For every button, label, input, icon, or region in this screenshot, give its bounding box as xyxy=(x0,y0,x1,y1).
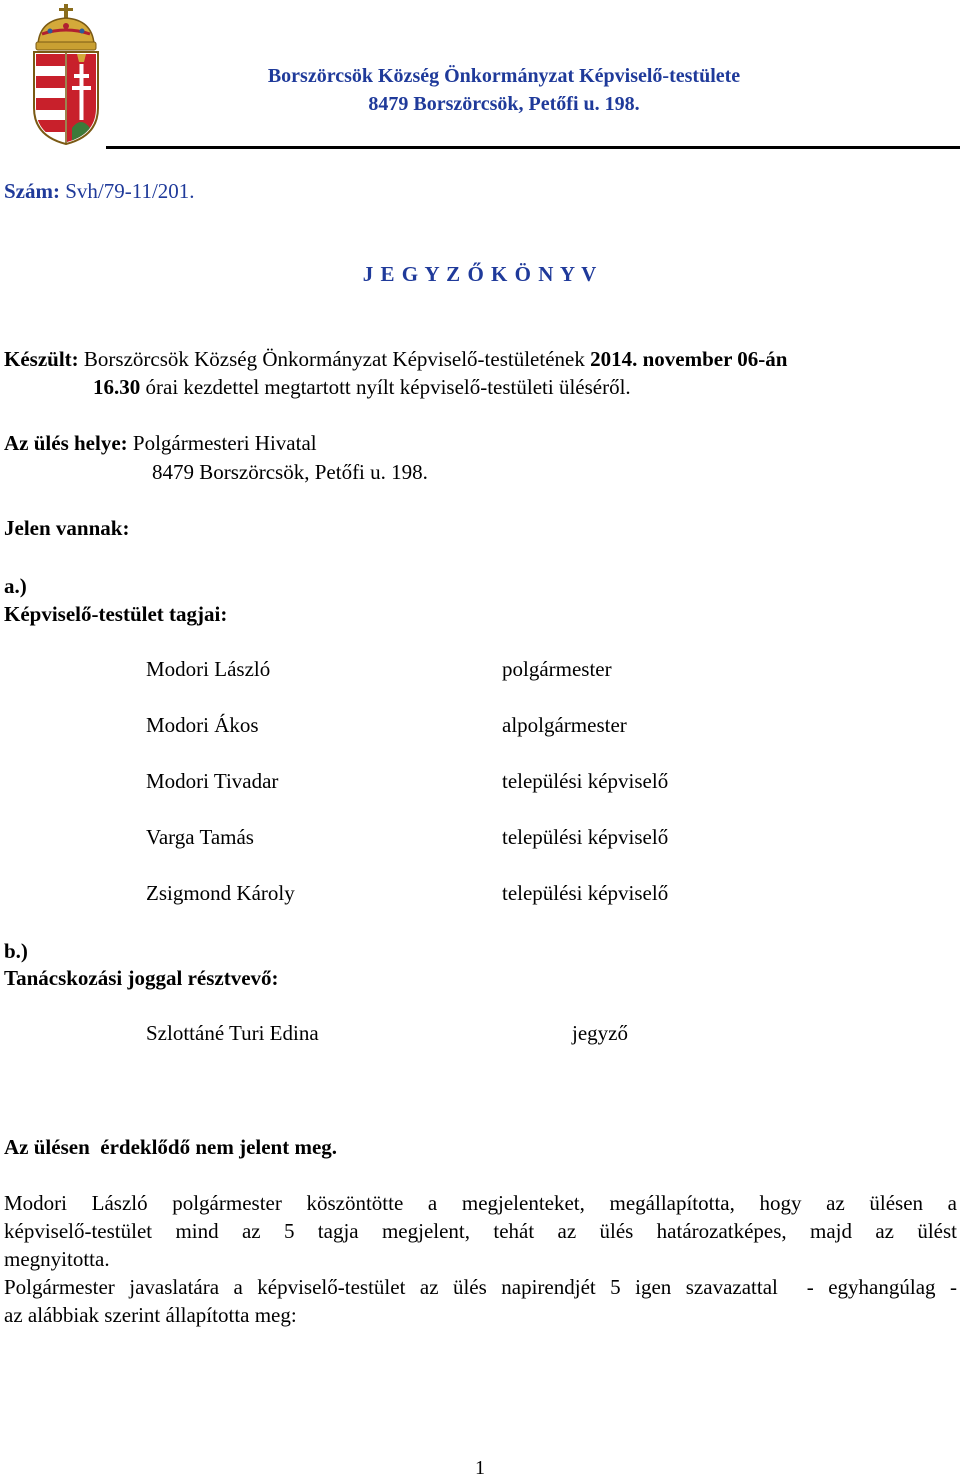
venue-line-1 xyxy=(4,429,317,457)
section-b-marker: b.) xyxy=(4,939,28,963)
made-label: Készült: xyxy=(4,347,79,371)
member-name: Zsigmond Károly xyxy=(146,881,295,905)
paragraph-1-line-3: megnyitotta. xyxy=(4,1247,110,1271)
member-name: Modori László xyxy=(146,657,271,681)
advisor-name: Szlottáné Turi Edina xyxy=(146,1021,319,1045)
coat-of-arms-icon xyxy=(28,4,104,146)
advisor-role: jegyző xyxy=(572,1021,628,1045)
page-number: 1 xyxy=(475,1457,485,1479)
made-text-2: órai kezdettel megtartott nyílt képviselő-testületi üléséről. xyxy=(145,375,631,399)
reference-line xyxy=(4,177,195,205)
reference-label: Szám: xyxy=(4,179,60,203)
section-b-heading: Tanácskozási joggal résztvevő: xyxy=(4,966,279,990)
venue-name: Polgármesteri Hivatal xyxy=(132,431,317,455)
made-line-1 xyxy=(4,345,787,373)
paragraph-2-line-1: Polgármester javaslatára a képviselő-testület az ülés napirendjét 5 igen szavazattal - egyhangúlag - xyxy=(4,1275,957,1299)
member-name: Varga Tamás xyxy=(146,825,254,849)
member-role: települési képviselő xyxy=(502,769,669,793)
member-role: alpolgármester xyxy=(502,713,627,737)
made-text-1: Borszörcsök Község Önkormányzat Képviselő-testületének xyxy=(83,347,585,371)
reference-value: Svh/79-11/201. xyxy=(65,179,195,203)
document-title: J E G Y Z Ő K Ö N Y V xyxy=(362,262,598,286)
present-label: Jelen vannak: xyxy=(4,516,130,540)
meeting-date: 2014. november 06-án xyxy=(590,347,788,371)
paragraph-1-line-1: Modori László polgármester köszöntötte a megjelenteket, megállapította, hogy az ülésen a xyxy=(4,1191,957,1215)
no-interested-note: Az ülésen érdeklődő nem jelent meg. xyxy=(4,1135,338,1159)
organization-address: 8479 Borszörcsök, Petőfi u. 198. xyxy=(368,93,640,115)
section-a-marker: a.) xyxy=(4,574,27,598)
section-a-heading: Képviselő-testület tagjai: xyxy=(4,602,228,626)
member-role: települési képviselő xyxy=(502,825,669,849)
organization-name: Borszörcsök Község Önkormányzat Képviselő-testülete xyxy=(267,65,741,87)
paragraph-1-line-2: képviselő-testület mind az 5 tagja megjelent, tehát az ülés határozatképes, majd az ülést xyxy=(4,1219,957,1243)
venue-address: 8479 Borszörcsök, Petőfi u. 198. xyxy=(152,460,428,484)
paragraph-2-line-2: az alábbiak szerint állapította meg: xyxy=(4,1303,297,1327)
header-divider xyxy=(106,146,960,149)
member-name: Modori Ákos xyxy=(146,713,259,737)
venue-label: Az ülés helye: xyxy=(4,431,128,455)
meeting-time: 16.30 xyxy=(93,375,141,399)
member-role: polgármester xyxy=(502,657,612,681)
member-role: települési képviselő xyxy=(502,881,669,905)
made-line-2 xyxy=(93,373,631,401)
member-name: Modori Tivadar xyxy=(146,769,279,793)
